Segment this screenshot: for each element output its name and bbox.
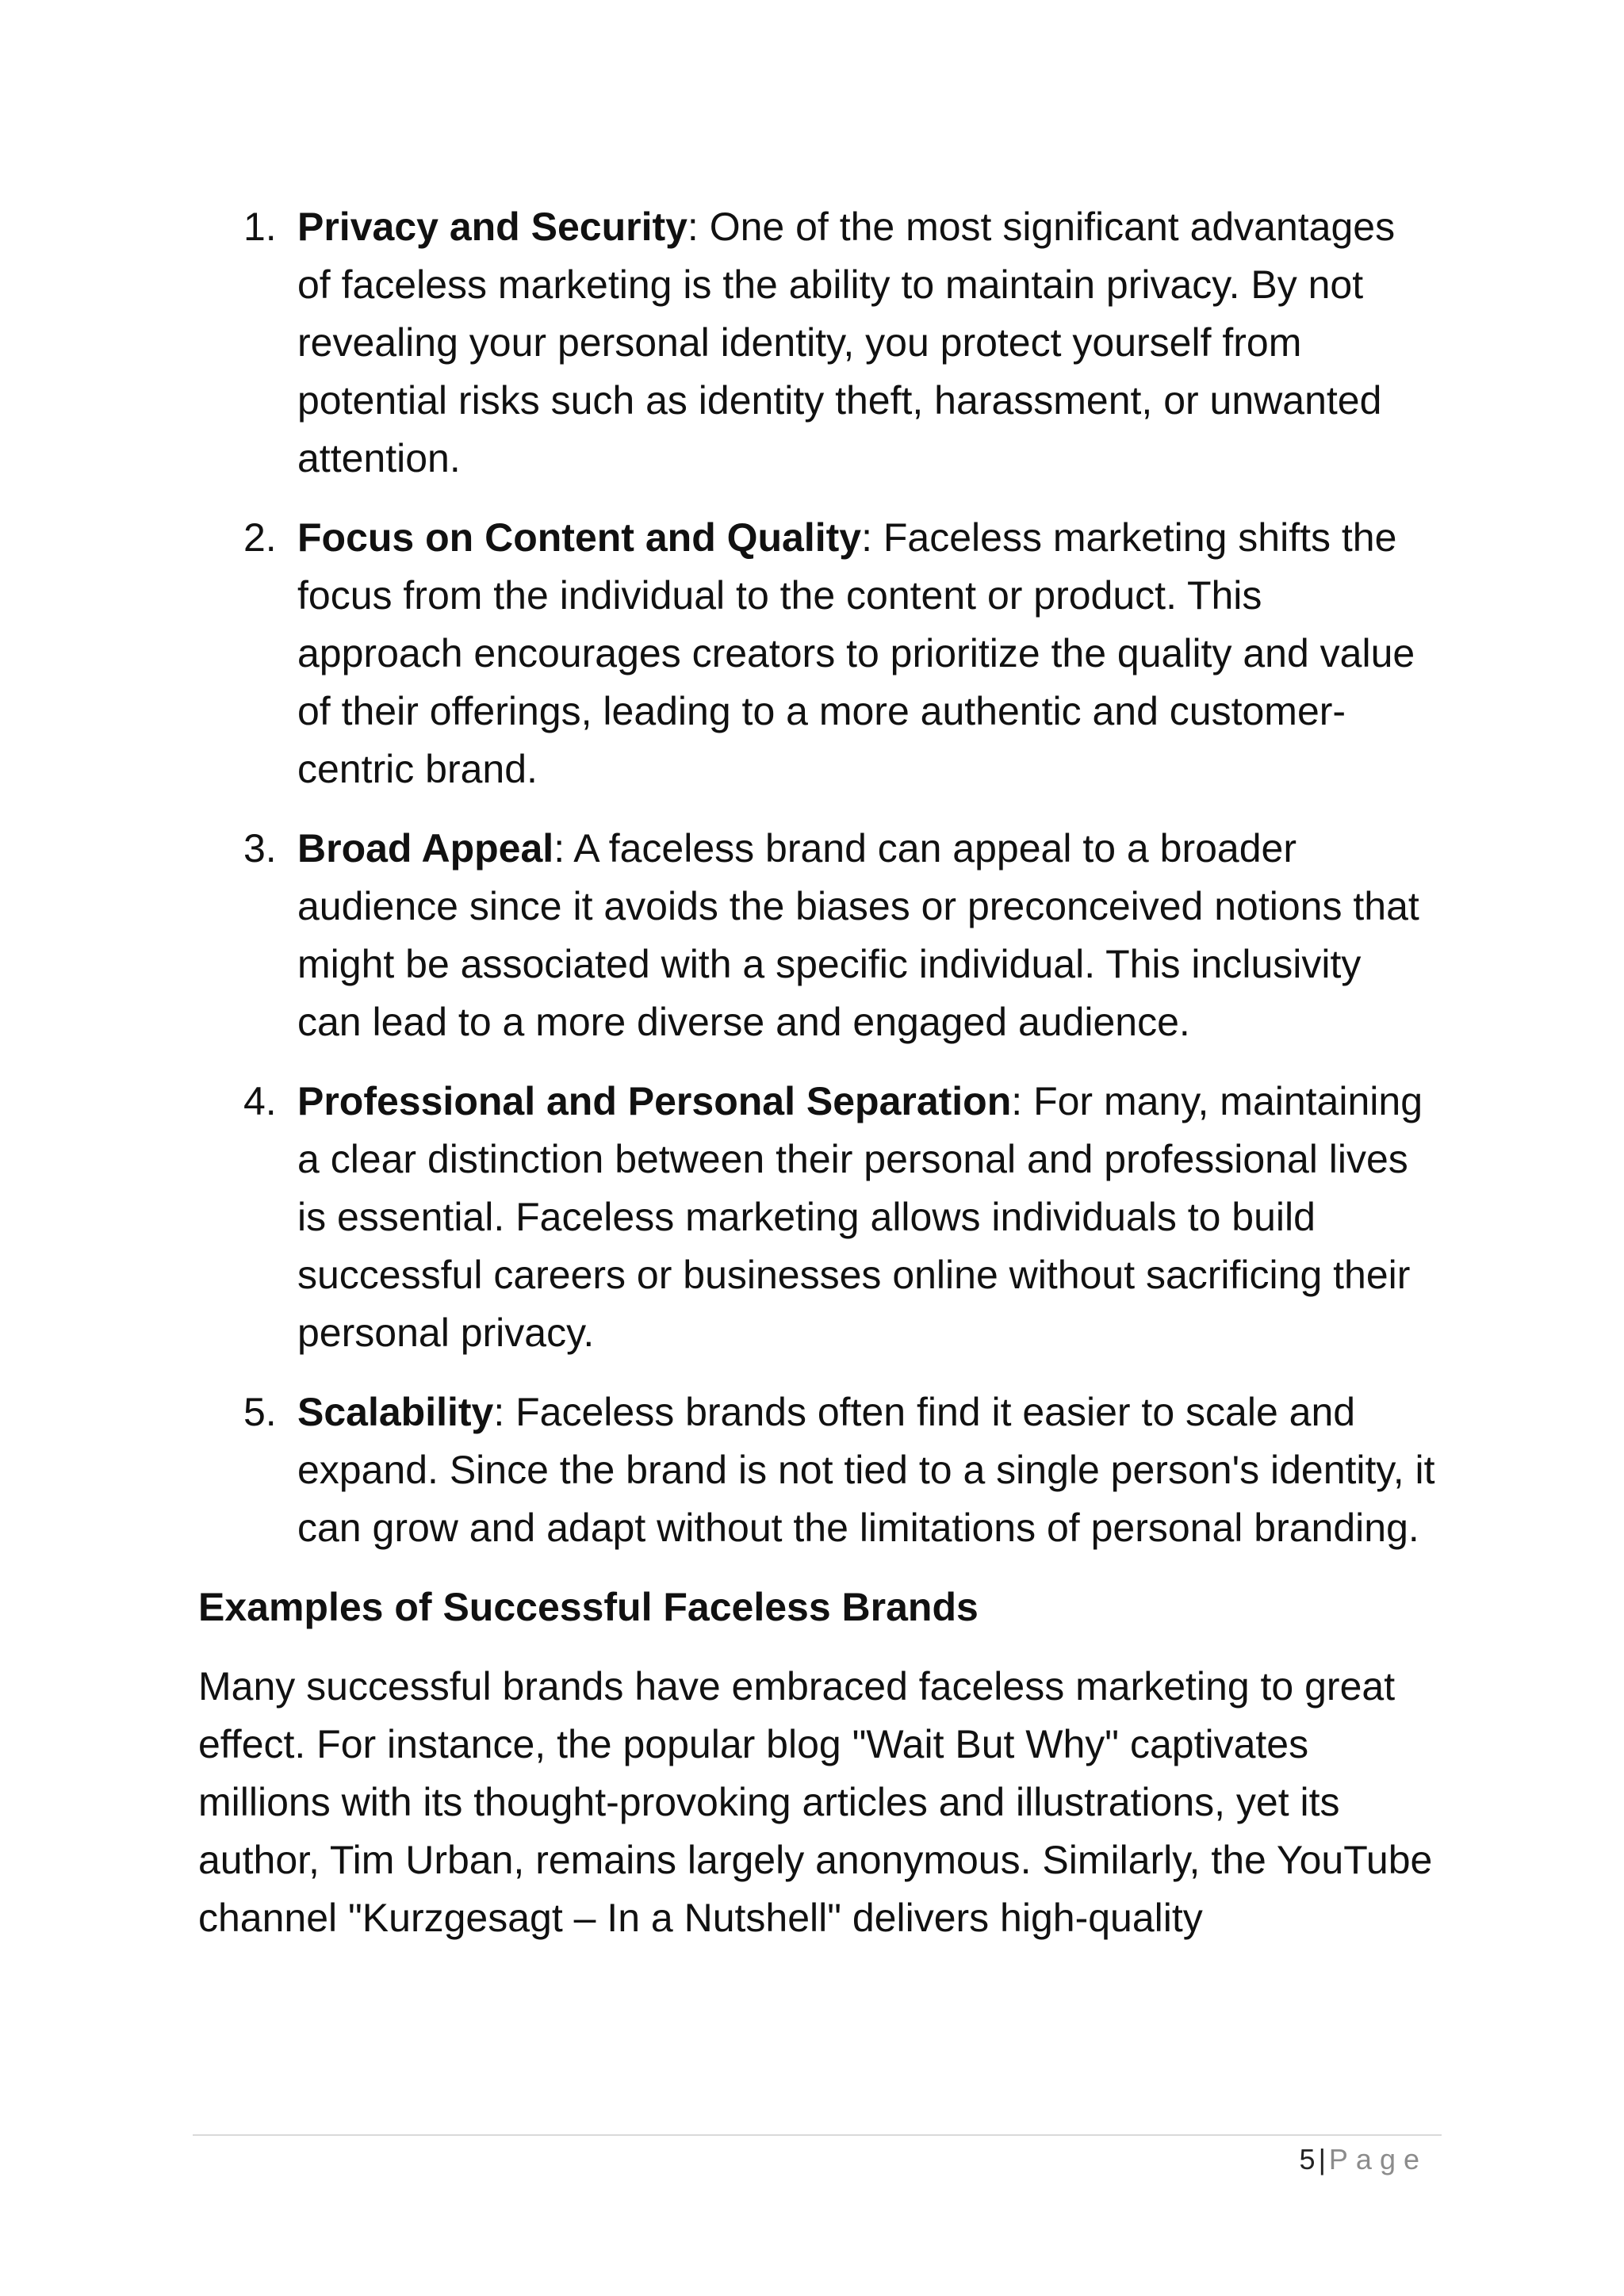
- list-item-term: Professional and Personal Separation: [297, 1079, 1012, 1123]
- page-label: Page: [1328, 2143, 1427, 2175]
- list-item: [198, 820, 1435, 1051]
- list-item-number: 1.: [243, 205, 277, 249]
- list-item-text: : One of the most significant advantages of faceless marketing is the ability to maintain privacy. By not revealing your personal identity, you protect yourself from potential risks such as identity theft, harassment, or unwanted attention.: [297, 205, 1396, 480]
- list-item-number: 5.: [243, 1390, 277, 1434]
- list-item-term: Privacy and Security: [297, 205, 688, 249]
- list-item-number: 4.: [243, 1079, 277, 1123]
- page-number: 5: [1299, 2143, 1316, 2175]
- benefits-list: [198, 198, 1435, 1557]
- page-content: [198, 198, 1435, 1947]
- list-item: [198, 1073, 1435, 1362]
- list-item-text: : A faceless brand can appeal to a broader audience since it avoids the biases or preconceived notions that might be associated with a specific individual. This inclusivity can lead to a more diverse and engaged audience.: [297, 826, 1419, 1044]
- section-heading: Examples of Successful Faceless Brands: [198, 1585, 979, 1629]
- body-paragraph: Many successful brands have embraced faceless marketing to great effect. For instance, the popular blog "Wait But Why" captivates millions with its thought-provoking articles and illustrations, yet its author, Tim Urban, remains largely anonymous. Similarly, the YouTube channel "Kurzgesagt – In a Nutshell" delivers high-quality: [198, 1664, 1433, 1940]
- list-item-number: 2.: [243, 515, 277, 560]
- list-item-term: Focus on Content and Quality: [297, 515, 862, 560]
- list-item-text: : Faceless brands often find it easier to scale and expand. Since the brand is not tied to a single person's identity, it can grow and adapt without the limitations of personal branding.: [297, 1390, 1435, 1550]
- list-item-text: : For many, maintaining a clear distinction between their personal and professional lives is essential. Faceless marketing allows individuals to build successful careers or businesses online without sacrificing their personal privacy.: [297, 1079, 1423, 1355]
- list-item: [198, 1383, 1435, 1557]
- list-item: [198, 198, 1435, 488]
- footer-divider: [193, 2134, 1442, 2136]
- list-item-number: 3.: [243, 826, 277, 871]
- list-item-term: Broad Appeal: [297, 826, 554, 871]
- list-item-term: Scalability: [297, 1390, 494, 1434]
- list-item: [198, 509, 1435, 798]
- footer-separator: |: [1318, 2143, 1326, 2175]
- list-item-text: : Faceless marketing shifts the focus from the individual to the content or product. This approach encourages creators to prioritize the quality and value of their offerings, leading to a more authentic and customer-centric brand.: [297, 515, 1415, 791]
- page-footer: [1300, 2141, 1427, 2179]
